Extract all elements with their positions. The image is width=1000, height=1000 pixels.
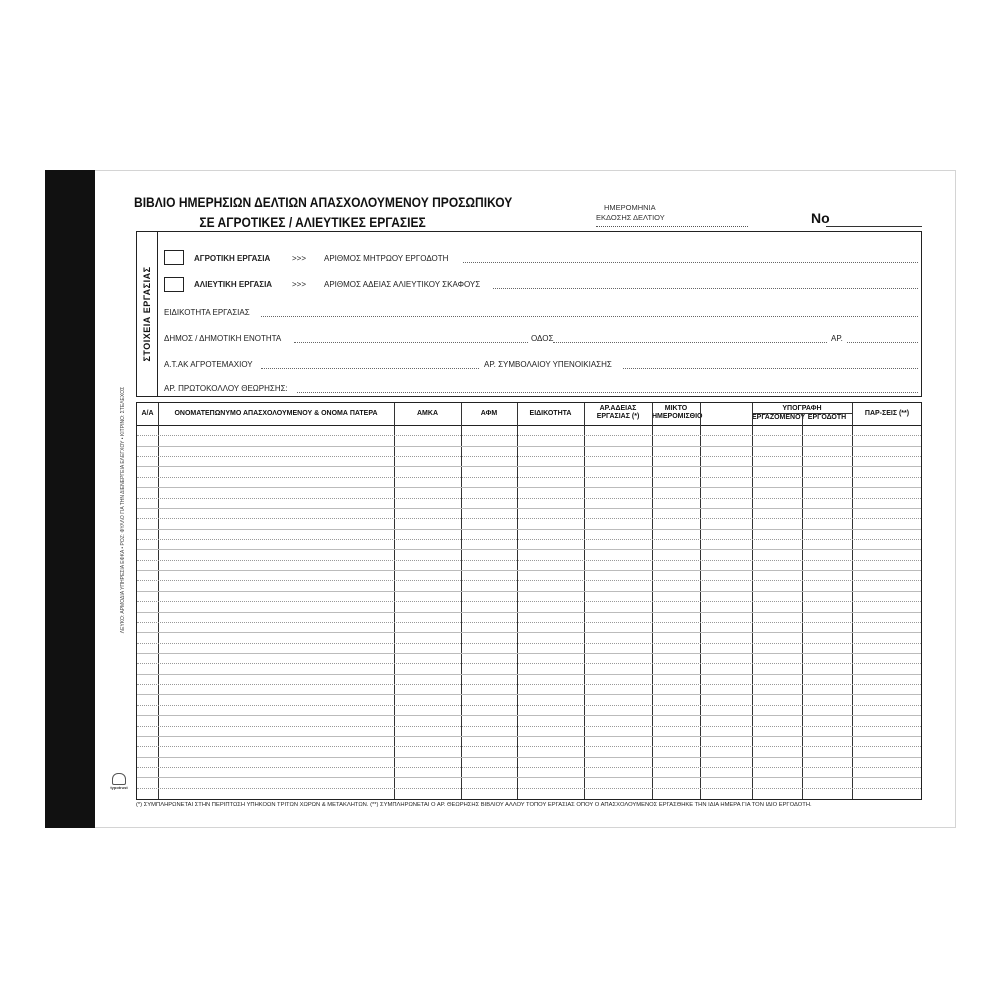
agri-arrow: >>> xyxy=(292,254,307,263)
table-row-guide xyxy=(137,663,921,664)
title-line-1: ΒΙΒΛΙΟ ΗΜΕΡΗΣΙΩΝ ΔΕΛΤΙΩΝ ΑΠΑΣΧΟΛΟΥΜΕΝΟΥ ΠΡΟΣΩΠΙΚΟΥ xyxy=(134,194,513,210)
table-row-guide xyxy=(137,601,921,602)
table-row-divider xyxy=(137,715,921,716)
title-line-2: ΣΕ ΑΓΡΟΤΙΚΕΣ / ΑΛΙΕΥΤΙΚΕΣ ΕΡΓΑΣΙΕΣ xyxy=(199,214,426,230)
issue-date-field[interactable] xyxy=(596,226,748,227)
sublease-field[interactable] xyxy=(623,368,918,369)
table-row-divider xyxy=(137,612,921,613)
fish-work-label: ΑΛΙΕΥΤΙΚΗ ΕΡΓΑΣΙΑ xyxy=(194,280,273,289)
table-row-guide xyxy=(137,560,921,561)
table-row-divider xyxy=(137,736,921,737)
table-row-guide xyxy=(137,456,921,457)
table-row-guide xyxy=(137,580,921,581)
table-row-divider xyxy=(137,653,921,654)
table-row-guide xyxy=(137,435,921,436)
work-details-side-label: ΣΤΟΙΧΕΙΑ ΕΡΓΑΣΙΑΣ xyxy=(142,266,152,362)
table-row-divider xyxy=(137,549,921,550)
binding-strip xyxy=(45,170,95,828)
header-wage-line-1: ΜΙΚΤΟ xyxy=(664,405,688,412)
table-row-divider xyxy=(137,777,921,778)
table-row-divider xyxy=(137,674,921,675)
municipality-field[interactable] xyxy=(294,342,528,343)
fishing-license-label: ΑΡΙΘΜΟΣ ΑΔΕΙΑΣ ΑΛΙΕΥΤΙΚΟΥ ΣΚΑΦΟΥΣ xyxy=(324,280,481,289)
header-notes: ΠΑΡ-ΣΕΙΣ (**) xyxy=(864,410,910,417)
street-label: ΟΔΟΣ xyxy=(531,334,554,343)
number-field[interactable] xyxy=(826,226,922,227)
street-number-field[interactable] xyxy=(847,342,918,343)
column-divider xyxy=(802,413,803,799)
header-amka: ΑΜΚΑ xyxy=(417,410,438,417)
header-permit xyxy=(584,405,652,421)
fish-work-checkbox[interactable] xyxy=(164,277,184,292)
issue-date-line-2: ΕΚΔΟΣΗΣ ΔΕΛΤΙΟΥ xyxy=(596,213,665,222)
header-wage xyxy=(652,405,703,421)
fish-arrow: >>> xyxy=(292,280,307,289)
number-field-label: ΑΡ. xyxy=(831,334,843,343)
number-label: Nο xyxy=(811,210,830,226)
table-row-guide xyxy=(137,498,921,499)
table-row-divider xyxy=(137,466,921,467)
issue-date-label xyxy=(596,203,665,223)
table-row-guide xyxy=(137,643,921,644)
header-name: ΟΝΟΜΑΤΕΠΩΝΥΜΟ ΑΠΑΣΧΟΛΟΥΜΕΝΟΥ & ΟΝΟΜΑ ΠΑΤΕΡΑ xyxy=(174,410,378,417)
header-permit-line-1: ΑΡ.ΑΔΕΙΑΣ xyxy=(599,405,637,412)
table-row-guide xyxy=(137,518,921,519)
agri-work-label: ΑΓΡΟΤΙΚΗ ΕΡΓΑΣΙΑ xyxy=(194,254,271,263)
table-row-divider xyxy=(137,570,921,571)
specialty-field[interactable] xyxy=(261,316,918,317)
form-title xyxy=(134,192,512,232)
work-details-box xyxy=(136,231,922,397)
table-row-divider xyxy=(137,632,921,633)
municipality-label: ΔΗΜΟΣ / ΔΗΜΟΤΙΚΗ ΕΝΟΤΗΤΑ xyxy=(164,334,282,343)
logo-text: typotrust xyxy=(110,785,128,790)
table-row-guide xyxy=(137,746,921,747)
protocol-field[interactable] xyxy=(297,392,918,393)
header-sig-employee: ΕΡΓΑΖΟΜΕΝΟΥ xyxy=(752,414,806,421)
street-field[interactable] xyxy=(553,342,827,343)
sublease-label: ΑΡ. ΣΥΜΒΟΛΑΙΟΥ ΥΠΕΝΟΙΚΙΑΣΗΣ xyxy=(484,360,612,369)
employer-registry-field[interactable] xyxy=(463,262,918,263)
table-row-divider xyxy=(137,487,921,488)
table-row-divider xyxy=(137,508,921,509)
copy-distribution-text: ΛΕΥΚΟ: ΑΡΜΟΔΙΑ ΥΠΗΡΕΣΙΑ ΕΦΚΑ • ΡΟΖ: ΦΥΛΛΟ ΓΙΑ ΤΗΝ ΔΙΕΝΕΡΓΕΙΑ ΕΛΕΓΧΟΥ • ΚΙΤΡΙΝΟ: ΣΤΕΛΕΧΟΣ xyxy=(120,386,126,634)
specialty-label: ΕΙΔΙΚΟΤΗΤΑ ΕΡΓΑΣΙΑΣ xyxy=(164,308,250,317)
publisher-logo xyxy=(108,773,130,790)
header-signature: ΥΠΟΓΡΑΦΗ xyxy=(782,405,822,412)
fishing-license-field[interactable] xyxy=(493,288,918,289)
table-row-guide xyxy=(137,726,921,727)
agri-work-checkbox[interactable] xyxy=(164,250,184,265)
header-permit-line-2: ΕΡΓΑΣΙΑΣ (*) xyxy=(596,413,640,420)
atak-field[interactable] xyxy=(261,368,479,369)
employer-registry-label: ΑΡΙΘΜΟΣ ΜΗΤΡΩΟΥ ΕΡΓΟΔΟΤΗ xyxy=(324,254,449,263)
header-afm: ΑΦΜ xyxy=(480,410,498,417)
table-row-guide xyxy=(137,705,921,706)
atak-label: Α.Τ.ΑΚ ΑΓΡΟΤΕΜΑΧΙΟΥ xyxy=(164,360,253,369)
work-details-side xyxy=(137,232,158,396)
table-row-divider xyxy=(137,591,921,592)
issue-date-line-1: ΗΜΕΡΟΜΗΝΙΑ xyxy=(604,203,656,212)
header-specialty: ΕΙΔΙΚΟΤΗΤΑ xyxy=(529,410,572,417)
table-row-guide xyxy=(137,788,921,789)
signature-subheader-line xyxy=(752,413,852,414)
header-sig-employer: ΕΡΓΟΔΟΤΗ xyxy=(807,414,847,421)
logo-mark-icon xyxy=(112,773,126,785)
footnote: (*) ΣΥΜΠΛΗΡΩΝΕΤΑΙ ΣΤΗΝ ΠΕΡΙΠΤΩΣΗ ΥΠΗΚΟΩΝ ΤΡΙΤΩΝ ΧΩΡΩΝ & ΜΕΤΑΚΛΗΤΩΝ. (**) ΣΥΜΠΛΗΡΩΝΕΤΑΙ Ο ΑΡ. ΘΕΩΡΗΣΗΣ ΒΙΒΛΙΟΥ ΑΛΛΟΥ ΤΟΠΟΥ ΕΡΓΑΣΙΑΣ ΟΠΟΥ Ο ΑΠΑΣΧΟΛΟΥΜΕΝΟΣ ΕΡΓΑΣΘΗΚΕ ΤΗΝ ΙΔΙΑ ΗΜΕΡΑ ΓΙΑ ΤΟΝ ΙΔΙΟ ΕΡΓΟΔΟΤΗ. xyxy=(136,802,812,808)
table-row-guide xyxy=(137,477,921,478)
copy-distribution-note xyxy=(118,380,128,640)
table-row-guide xyxy=(137,767,921,768)
table-row-guide xyxy=(137,539,921,540)
table-row-divider xyxy=(137,757,921,758)
header-wage-line-2: ΗΜΕΡΟΜΙΣΘΙΟ xyxy=(652,413,703,420)
table-row-guide xyxy=(137,684,921,685)
table-row-divider xyxy=(137,694,921,695)
table-row-divider xyxy=(137,529,921,530)
table-row-divider xyxy=(137,446,921,447)
protocol-label: ΑΡ. ΠΡΩΤΟΚΟΛΛΟΥ ΘΕΩΡΗΣΗΣ: xyxy=(164,384,288,393)
table-row-guide xyxy=(137,622,921,623)
header-aa: Α/Α xyxy=(141,410,154,417)
employees-table xyxy=(136,402,922,800)
